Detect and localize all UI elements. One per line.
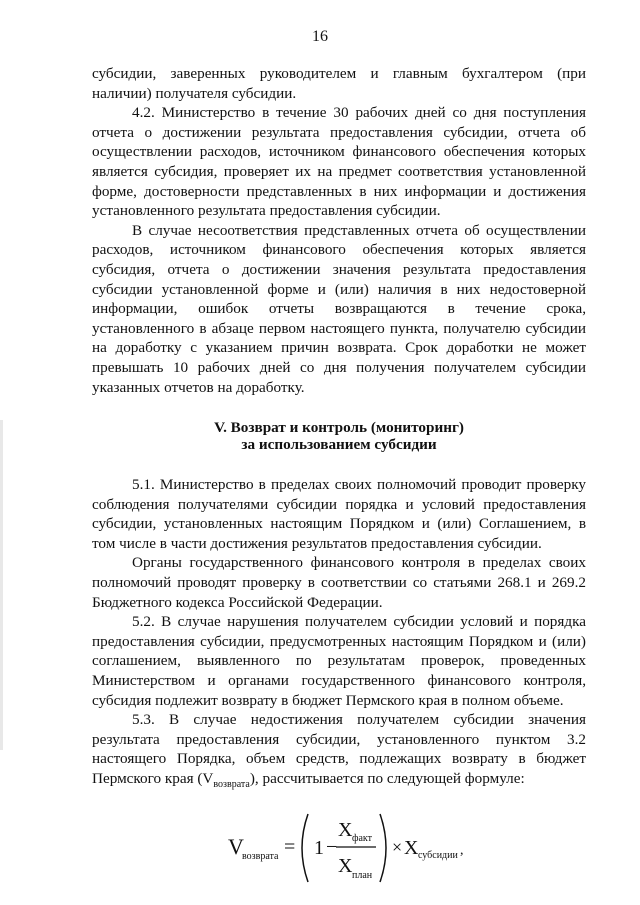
formula-equals: = [284, 836, 296, 858]
paragraph-discrepancy: В случае несоответствия представленных отчета об осуществлении расходов, источником финансового обеспечения которых является субсидия, отчета о достижении значения результата предоставления субсидии установленной форме и (или) наличия в них недостоверной информации, ошибок отчеты возвращаются в течение срока, установленного в абзаце первом настоящего пункта, получателю субсидии на доработку с указанием причин возврата. Срок доработки не может превышать 10 рабочих дней со дня получения получателем субсидии указанных отчетов на доработку. [92, 221, 586, 396]
formula-lhs-sub: возврата [242, 851, 279, 862]
formula-numerator-sub: факт [352, 833, 373, 844]
formula-rhs-sub: субсидии [418, 850, 458, 861]
formula-minus: − [326, 836, 338, 858]
paragraph-financial-control: Органы государственного финансового контроля в пределах своих полномочий проводят проверку в соответствии со статьями 268.1 и 269.2 Бюджетного кодекса Российской Федерации. [92, 554, 586, 611]
formula-one: 1 [314, 837, 324, 859]
paragraph-5-3-tail: ), рассчитывается по следующей формуле: [249, 770, 525, 787]
paragraph-4-2: 4.2. Министерство в течение 30 рабочих дней со дня поступления отчета о достижении результата предоставления субсидии, отчета об осуществлении расходов, источником финансового обеспечения которых является субсидия, проверяет их на предмет соответствия установленной форме, достоверности представленных в них информации и достижения установленного результата предоставления субсидии. [92, 104, 586, 220]
formula-left-paren [302, 814, 308, 882]
paragraph-5-3 [92, 710, 586, 794]
paragraph-5-2: 5.2. В случае нарушения получателем субсидии условий и порядка предоставления субсидии, предусмотренных настоящим Порядком и (или) соглашением, выявленного по результатам проверок, проведенных Министерством и органами государственного финансового контроля, субсидия подлежит возврату в бюджет Пермского края в полном объеме. [92, 613, 586, 709]
paragraph-continuation: субсидии, заверенных руководителем и главным бухгалтером (при наличии) получателя субсидии. [92, 65, 586, 102]
paragraph-5-3-subscript: возврата [213, 779, 250, 791]
section-heading [92, 419, 586, 453]
paragraph-5-3-text: 5.3. В случае недостижения получателем субсидии значения результата предоставления субсидии, установленного пунктом 3.2 настоящего Порядка, объем средств, подлежащих возврату в бюджет Пермского края (V [92, 711, 586, 787]
section-heading-line-2: за использованием субсидии [241, 436, 437, 454]
formula-rhs: X [404, 837, 419, 859]
formula-trailing-comma: , [460, 843, 464, 858]
formula-numerator: X [338, 819, 353, 841]
paragraph-5-1: 5.1. Министерство в пределах своих полномочий проводит проверку соблюдения получателями субсидии порядка и условий предоставления субсидии, установленных настоящим Порядком и (или) Соглашением, в том числе в части достижения результатов предоставления субсидии. [92, 476, 586, 552]
formula-times: × [392, 837, 403, 857]
formula-lhs: V [228, 834, 244, 859]
scan-edge-mark [0, 420, 3, 750]
page-number: 16 [312, 28, 328, 45]
formula-right-paren [380, 814, 386, 882]
document-body [92, 64, 586, 795]
section-heading-line-1: V. Возврат и контроль (мониторинг) [214, 419, 464, 437]
return-formula [226, 808, 466, 888]
formula-denominator-sub: план [352, 870, 373, 881]
formula-denominator: X [338, 855, 353, 877]
